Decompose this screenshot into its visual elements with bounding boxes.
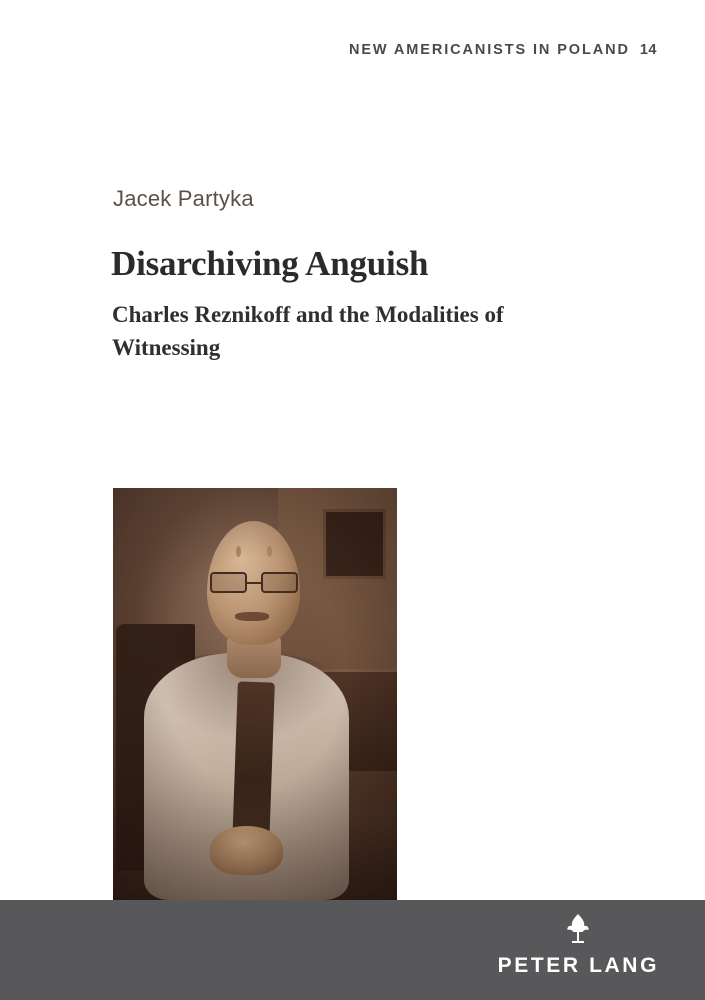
publisher-block <box>498 912 659 978</box>
photo-subject-ear-left <box>236 546 242 557</box>
series-name: NEW AMERICANISTS IN POLAND <box>348 42 630 58</box>
series-volume-number: 14 <box>639 42 657 58</box>
publisher-bar <box>0 900 705 1000</box>
book-subtitle: Charles Reznikoff and the Modalities of Witnessing <box>112 302 504 360</box>
photo-subject-ear-right <box>267 546 273 557</box>
glasses-lens-right <box>261 572 298 593</box>
cover-photograph <box>113 488 397 900</box>
photo-subject-hands <box>210 826 284 875</box>
book-title: Disarchiving Anguish <box>111 244 429 283</box>
photo-subject-glasses <box>210 572 298 593</box>
photo-subject-mouth <box>235 612 269 621</box>
photo-wall-picture <box>323 509 385 579</box>
peter-lang-tree-icon <box>563 912 593 949</box>
series-title <box>349 42 657 58</box>
glasses-lens-left <box>210 572 247 593</box>
glasses-bridge <box>247 582 261 584</box>
publisher-name: PETER LANG <box>497 954 659 977</box>
photo-background <box>113 488 397 900</box>
photo-subject-tie <box>232 681 275 847</box>
author-name: Jacek Partyka <box>113 186 254 211</box>
